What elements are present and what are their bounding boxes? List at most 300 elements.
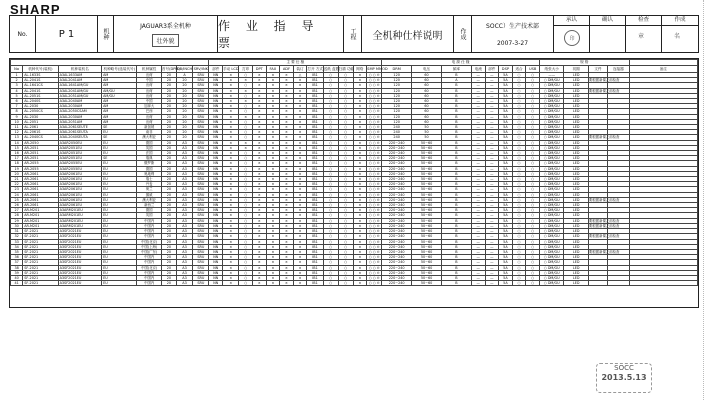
table-cell: SRU <box>193 161 209 166</box>
table-cell: 5A <box>499 187 513 192</box>
table-cell: × <box>223 213 239 218</box>
table-cell: 20 <box>161 229 176 234</box>
column-header: 电流 <box>471 66 485 73</box>
table-cell: × <box>280 270 294 275</box>
table-cell: 50~60 <box>412 234 442 239</box>
table-cell: LED <box>564 213 588 218</box>
process-label: 工程 <box>344 16 362 52</box>
table-cell: ○ <box>526 234 540 239</box>
table-cell: 5A <box>499 192 513 197</box>
table-cell: ○ <box>512 182 526 187</box>
table-cell: × <box>280 78 294 83</box>
table-cell: 20 <box>161 125 176 130</box>
table-cell: × <box>280 281 294 286</box>
table-cell: A3AR2061EU <box>58 182 102 187</box>
table-cell: 120 <box>382 109 412 114</box>
table-cell: × <box>223 73 239 78</box>
table-cell: 瑞士 <box>137 177 161 182</box>
table-cell: ○ <box>512 119 526 124</box>
table-cell: × <box>293 171 307 176</box>
table-cell: ○ <box>512 234 526 239</box>
table-cell: × <box>293 114 307 119</box>
table-cell: × <box>293 161 307 166</box>
table-cell: AR-2061 <box>23 192 58 197</box>
column-header: 纸张大小 <box>539 66 563 73</box>
table-cell: EU <box>102 208 137 213</box>
table-cell: × <box>266 192 280 197</box>
table-cell: IB1 <box>307 223 323 228</box>
table-cell: × <box>252 161 266 166</box>
table-cell: 50~60 <box>412 213 442 218</box>
table-cell: × <box>266 260 280 265</box>
table-cell: 50~60 <box>412 177 442 182</box>
table-cell: 奥地利 <box>137 171 161 176</box>
table-cell: × <box>280 275 294 280</box>
table-cell: A3AL2050CSAM <box>58 109 102 114</box>
table-cell: — <box>471 156 485 161</box>
table-cell: AR-M201 <box>23 223 58 228</box>
table-cell: ○ <box>323 270 338 275</box>
table-cell: ○ <box>512 130 526 135</box>
table-cell: EU <box>102 140 137 145</box>
table-cell: A3 <box>176 161 192 166</box>
table-cell: 出荷 <box>137 114 161 119</box>
table-cell: A3SF2021EU <box>58 270 102 275</box>
table-cell: 5A <box>499 275 513 280</box>
table-cell: × <box>223 203 239 208</box>
table-cell: ○ <box>323 281 338 286</box>
table-cell: ○ <box>239 125 253 130</box>
table-cell: — <box>471 145 485 150</box>
table-cell: 18 <box>11 161 23 166</box>
table-cell: × <box>252 73 266 78</box>
table-cell: LED <box>564 83 588 88</box>
table-cell: B <box>442 192 472 197</box>
table-cell: 5A <box>499 265 513 270</box>
table-cell: NN <box>209 255 223 260</box>
table-cell: B <box>442 109 472 114</box>
table-cell: A3 <box>176 275 192 280</box>
process-name: 全机种仕样说明 <box>362 16 454 52</box>
table-cell: AL-2040CS <box>23 135 58 140</box>
table-cell: ○ <box>323 156 338 161</box>
table-cell: — <box>485 130 499 135</box>
table-cell: 5A <box>499 260 513 265</box>
table-cell: — <box>485 88 499 93</box>
table-cell: × <box>266 88 280 93</box>
table-cell: ○ <box>338 156 353 161</box>
table-cell: 50~60 <box>412 223 442 228</box>
table-cell: 5A <box>499 270 513 275</box>
table-cell: ○ <box>512 135 526 140</box>
table-cell: ○ ○ ⊙ <box>367 156 382 161</box>
table-cell: ○ ○ ⊙ <box>367 260 382 265</box>
no-label: No. <box>10 16 36 52</box>
table-cell: 5A <box>499 182 513 187</box>
table-cell: ○ ○ ⊙ <box>367 104 382 109</box>
table-cell: 60 <box>412 109 442 114</box>
table-cell: ○ ○ ⊙ <box>367 239 382 244</box>
table-cell: ○ <box>512 281 526 286</box>
table-cell: IB1 <box>307 239 323 244</box>
model-block <box>114 16 218 52</box>
table-cell: EU <box>102 166 137 171</box>
table-cell: A3AR2061EU <box>58 203 102 208</box>
table-cell: ○ DM/GU <box>539 161 563 166</box>
table-cell: ○ <box>512 244 526 249</box>
table-cell: 中国(上海) <box>137 244 161 249</box>
table-cell: — <box>485 244 499 249</box>
table-cell: 50~60 <box>412 265 442 270</box>
table-cell: 出荷 <box>137 93 161 98</box>
table-cell: LED <box>564 249 588 254</box>
table-cell: × <box>266 125 280 130</box>
table-cell: NN <box>209 208 223 213</box>
table-cell: ○ DM/GU <box>539 171 563 176</box>
table-cell: B <box>442 73 472 78</box>
table-cell: ○ <box>512 275 526 280</box>
table-cell: B <box>442 151 472 156</box>
table-cell: 5A <box>499 78 513 83</box>
table-cell: 41 <box>11 281 23 286</box>
table-cell: 5A <box>499 177 513 182</box>
table-cell: × <box>293 166 307 171</box>
table-cell: ○ ○ ⊙ <box>367 145 382 150</box>
table-cell: × <box>353 281 367 286</box>
table-cell: 5 <box>11 93 23 98</box>
table-cell: NN <box>209 177 223 182</box>
table-cell: ○ <box>512 260 526 265</box>
table-cell: SRU <box>193 275 209 280</box>
table-cell: B <box>442 166 472 171</box>
table-cell: ○ <box>338 218 353 223</box>
table-cell: × <box>223 119 239 124</box>
table-cell: × <box>293 93 307 98</box>
table-cell: 5A <box>499 151 513 156</box>
table-cell: EU <box>102 281 137 286</box>
table-cell: ○ DM/GU <box>539 145 563 150</box>
table-cell: ○ <box>526 260 540 265</box>
table-cell: ○ DM/GU <box>539 223 563 228</box>
table-cell: × <box>223 244 239 249</box>
table-cell: ○ ○ ⊙ <box>367 265 382 270</box>
table-cell: IB1 <box>307 104 323 109</box>
table-cell: — <box>471 73 485 78</box>
table-cell: ○ <box>239 187 253 192</box>
table-cell: ○ ○ ⊙ <box>367 119 382 124</box>
table-cell: ○ <box>338 244 353 249</box>
table-cell: 220~240 <box>382 239 412 244</box>
table-cell: × <box>252 156 266 161</box>
column-header-row <box>11 66 698 73</box>
table-cell: 20 <box>161 260 176 265</box>
table-cell: — <box>485 78 499 83</box>
table-cell: — <box>471 93 485 98</box>
table-cell: A3AL2051AM <box>58 119 102 124</box>
table-cell: × <box>252 187 266 192</box>
table-cell: SRU <box>193 208 209 213</box>
table-cell: × <box>266 140 280 145</box>
table-cell: 5A <box>499 140 513 145</box>
table-cell: ○ <box>512 270 526 275</box>
table-cell: 中国内 <box>137 234 161 239</box>
table-cell: SRU <box>193 265 209 270</box>
table-cell: × <box>252 99 266 104</box>
table-cell: ○ ○ ⊙ <box>367 161 382 166</box>
fold-line <box>703 0 704 400</box>
table-cell: ○ <box>526 161 540 166</box>
table-cell: × <box>353 99 367 104</box>
table-cell: EU <box>102 270 137 275</box>
table-cell: 中国内 <box>137 260 161 265</box>
table-cell: IB1 <box>307 213 323 218</box>
table-cell: ○ <box>526 187 540 192</box>
table-cell: × <box>280 125 294 130</box>
table-cell: ○ <box>239 104 253 109</box>
table-cell: IB1 <box>307 171 323 176</box>
table-cell: — <box>471 119 485 124</box>
table-cell: 英国 <box>137 213 161 218</box>
table-cell: ○ <box>338 187 353 192</box>
table-cell: ○ DM/GU <box>539 213 563 218</box>
table-cell: A3 <box>176 218 192 223</box>
table-cell: ○ <box>526 156 540 161</box>
table-cell: NN <box>209 83 223 88</box>
table-cell: B <box>442 229 472 234</box>
table-cell: ○ <box>323 83 338 88</box>
table-cell: AR-2061 <box>23 182 58 187</box>
table-cell: IB1 <box>307 275 323 280</box>
table-cell: A3SF2021EU <box>58 265 102 270</box>
table-cell: ○ <box>512 197 526 202</box>
column-header: 机种装机名 <box>58 66 102 73</box>
table-cell: 120 <box>382 104 412 109</box>
table-cell: × <box>293 244 307 249</box>
table-cell: ○ <box>512 83 526 88</box>
table-cell: × <box>293 275 307 280</box>
table-cell: 20 <box>161 239 176 244</box>
table-cell: 20 <box>176 93 192 98</box>
table-cell: NN <box>209 93 223 98</box>
table-cell: × <box>280 213 294 218</box>
table-cell: AL-2040S <box>23 99 58 104</box>
table-cell: 中国内 <box>137 229 161 234</box>
table-cell: ○ <box>239 213 253 218</box>
table-cell: ○ ○ ⊙ <box>367 270 382 275</box>
table-cell: × <box>266 213 280 218</box>
table-cell: AR-2061 <box>23 187 58 192</box>
table-cell: EU <box>102 192 137 197</box>
table-cell: ○ <box>323 208 338 213</box>
column-header: DPT <box>252 66 266 73</box>
table-cell: × <box>266 281 280 286</box>
table-cell: × <box>266 145 280 150</box>
table-cell: ○ <box>338 145 353 150</box>
table-row <box>11 281 698 286</box>
table-cell: × <box>280 197 294 202</box>
table-cell: NN <box>209 192 223 197</box>
table-cell: ○ DM/GU <box>539 166 563 171</box>
table-cell: ○ DM/GU <box>539 255 563 260</box>
table-cell: EU <box>102 182 137 187</box>
table-cell: ○ ○ ⊙ <box>367 255 382 260</box>
table-cell: 20 <box>161 145 176 150</box>
table-cell: NN <box>209 234 223 239</box>
table-cell: AM <box>102 99 137 104</box>
column-header: 首号(DPM) <box>161 66 180 71</box>
table-cell: AM <box>102 73 137 78</box>
table-cell: 20 <box>161 244 176 249</box>
table-cell: AL-2061S <box>23 130 58 135</box>
table-cell: A3 <box>176 223 192 228</box>
table-cell: 60 <box>412 78 442 83</box>
table-cell: 60 <box>412 88 442 93</box>
table-cell: × <box>223 249 239 254</box>
table-cell: × <box>293 249 307 254</box>
table-cell: B <box>442 203 472 208</box>
table-cell: — <box>471 99 485 104</box>
table-cell: B <box>442 270 472 275</box>
table-cell: × <box>293 182 307 187</box>
table-cell: IB1 <box>307 203 323 208</box>
table-cell: NN <box>209 197 223 202</box>
table-cell: A3AL2061SEUTE <box>58 125 102 130</box>
table-cell: ○ <box>239 260 253 265</box>
table-cell: ○ <box>323 171 338 176</box>
table-cell: ○ <box>323 249 338 254</box>
table-cell: NN <box>209 265 223 270</box>
table-cell: 25 <box>11 197 23 202</box>
model-name: JAGUAR3系全机种 <box>140 23 191 30</box>
table-cell: LED <box>564 166 588 171</box>
table-cell: IB1 <box>307 78 323 83</box>
table-cell: 20 <box>161 166 176 171</box>
table-cell: ○ ○ ⊙ <box>367 140 382 145</box>
table-cell: ○ <box>338 255 353 260</box>
table-cell: LED <box>564 145 588 150</box>
table-cell: ○ DM/GU <box>539 83 563 88</box>
table-cell: AL-1633S <box>23 73 58 78</box>
table-cell: × <box>280 119 294 124</box>
table-cell: × <box>252 249 266 254</box>
table-cell: LED <box>564 140 588 145</box>
table-cell: × <box>252 218 266 223</box>
table-cell: × <box>252 229 266 234</box>
table-cell: × <box>353 208 367 213</box>
table-cell: ○ <box>526 270 540 275</box>
table-cell: SRU <box>193 166 209 171</box>
table-cell: ○ ○ ⊙ <box>367 281 382 286</box>
table-cell: ○ ○ ⊙ <box>367 234 382 239</box>
table-cell: ○ <box>239 192 253 197</box>
table-cell: SF-2021 <box>23 275 58 280</box>
table-cell: A3ARM201EU <box>58 213 102 218</box>
table-cell: × <box>353 161 367 166</box>
table-cell: × <box>223 83 239 88</box>
table-cell: — <box>485 265 499 270</box>
table-cell: A3SF2021EU <box>58 255 102 260</box>
table-cell: ○ <box>323 93 338 98</box>
table-cell: ○ DM/GU <box>539 260 563 265</box>
table-cell: — <box>485 192 499 197</box>
table-cell: × <box>280 88 294 93</box>
table-cell: A3AR2055EU <box>58 166 102 171</box>
table-cell: ○ <box>323 244 338 249</box>
table-cell: ○ <box>512 255 526 260</box>
table-cell: B <box>442 275 472 280</box>
table-cell: 要根据新课之前检查 <box>588 88 620 93</box>
table-cell: × <box>353 223 367 228</box>
table-cell: IB1 <box>307 229 323 234</box>
table-cell: SRU <box>193 99 209 104</box>
table-cell: A3AR2051EU <box>58 151 102 156</box>
table-cell: 20 <box>161 114 176 119</box>
table-cell: NN <box>209 260 223 265</box>
table-cell: 5A <box>499 203 513 208</box>
table-cell: ○ <box>323 130 338 135</box>
table-cell: ○ <box>512 203 526 208</box>
table-cell: NN <box>209 229 223 234</box>
table-cell: ○ <box>526 93 540 98</box>
table-cell: IB1 <box>307 182 323 187</box>
table-cell: SRU <box>193 203 209 208</box>
table-cell: 60 <box>412 99 442 104</box>
table-cell: × <box>266 249 280 254</box>
table-cell: A3 <box>176 239 192 244</box>
table-cell: IB1 <box>307 249 323 254</box>
table-cell: ○ <box>323 73 338 78</box>
table-cell: SRU <box>193 244 209 249</box>
table-cell: B <box>442 119 472 124</box>
table-cell: × <box>252 265 266 270</box>
table-cell: × <box>223 78 239 83</box>
column-header: FAX <box>266 66 280 73</box>
table-cell: 20 <box>176 83 192 88</box>
table-cell: 28 <box>11 213 23 218</box>
column-header: 频率 <box>442 66 472 73</box>
table-cell: 20 <box>161 275 176 280</box>
group-main-spec: 主 要 仕 様 <box>209 60 382 66</box>
table-cell: 26 <box>11 203 23 208</box>
table-cell: A3AR2051EU <box>58 145 102 150</box>
table-cell: SRU <box>193 130 209 135</box>
table-cell: × <box>266 73 280 78</box>
table-cell: ○ ○ ⊙ <box>367 171 382 176</box>
table-cell: IB1 <box>307 208 323 213</box>
table-cell: × <box>223 218 239 223</box>
table-cell: × <box>266 119 280 124</box>
table-cell: ○ <box>338 249 353 254</box>
table-cell: 220~240 <box>382 255 412 260</box>
table-cell: ○ <box>323 119 338 124</box>
table-cell: ○ <box>239 177 253 182</box>
table-cell: 出荷 <box>137 119 161 124</box>
table-cell: — <box>485 73 499 78</box>
table-cell: A3 <box>176 166 192 171</box>
table-cell: 27 <box>11 208 23 213</box>
table-cell: ○ ○ ⊙ <box>367 166 382 171</box>
table-cell: × <box>353 93 367 98</box>
table-cell: — <box>471 203 485 208</box>
table-cell: ○ DM/GU <box>539 93 563 98</box>
table-cell: ○ <box>512 223 526 228</box>
table-cell: × <box>353 249 367 254</box>
table-cell: LED <box>564 125 588 130</box>
table-cell: 20 <box>176 125 192 130</box>
table-cell: 50~60 <box>412 182 442 187</box>
column-header: USB <box>526 66 540 73</box>
table-cell: IB1 <box>307 119 323 124</box>
